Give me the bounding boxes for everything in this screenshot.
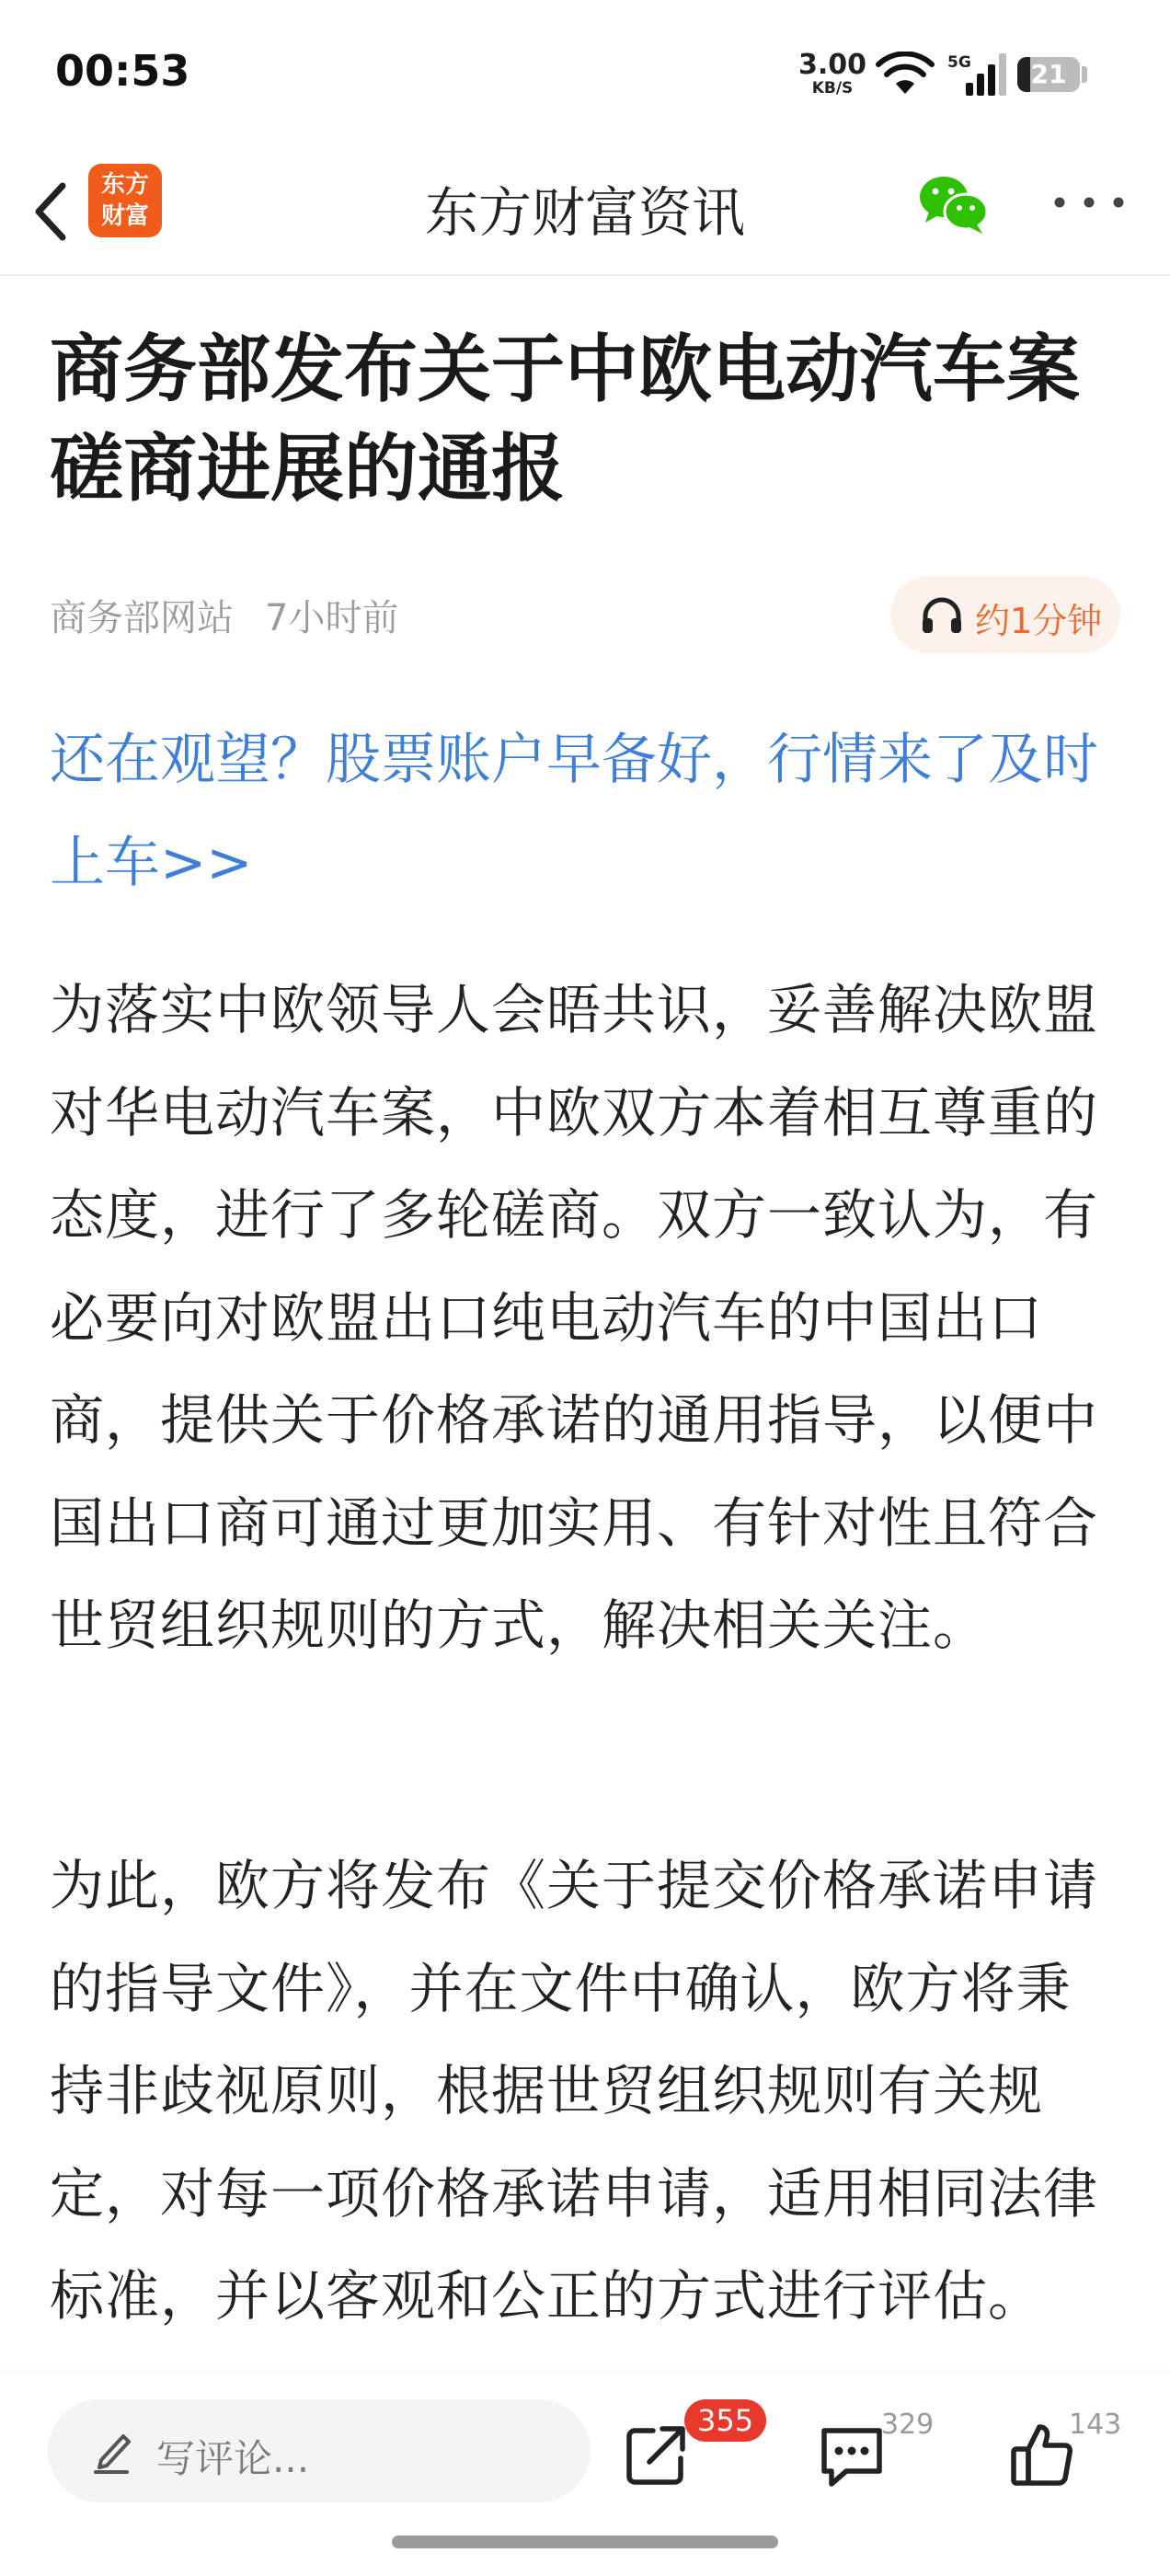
nav-title: 东方财富资讯 xyxy=(424,181,745,244)
network-speed-unit: KB/S xyxy=(811,79,854,98)
comment-count: 329 xyxy=(881,2409,935,2441)
top-nav-bar xyxy=(0,147,1170,276)
like-count: 143 xyxy=(1069,2409,1122,2441)
headphones-icon xyxy=(920,594,964,635)
share-count-badge: 355 xyxy=(684,2399,766,2442)
network-type: 5G xyxy=(947,53,971,72)
listen-audio-button[interactable] xyxy=(890,576,1120,653)
share-icon[interactable] xyxy=(622,2420,692,2490)
battery-level: 21 xyxy=(1030,59,1067,89)
article-meta xyxy=(50,589,398,641)
article-source[interactable]: 商务部网站 xyxy=(50,597,234,639)
bottom-action-bar xyxy=(0,2374,1170,2576)
more-dots-icon[interactable] xyxy=(1049,190,1130,215)
network-speed xyxy=(798,49,867,98)
pencil-icon xyxy=(90,2427,136,2475)
wifi-icon xyxy=(876,52,935,98)
logo-text-line2: 财富 xyxy=(100,202,149,230)
comment-icon[interactable] xyxy=(817,2420,887,2490)
network-speed-value: 3.00 xyxy=(798,49,867,81)
signal-icon xyxy=(964,52,1012,98)
article-paragraph-2: 为此，欧方将发布《关于提交价格承诺申请的指导文件》，并在文件中确认，欧方将秉持非歧视原则，根据世贸组织规则有关规定，对每一项价格承诺申请，适用相同法律标准，并以客观和公正的方式进行评估。 xyxy=(50,1854,1099,2328)
comment-placeholder: 写评论... xyxy=(156,2436,310,2481)
logo-text-line1: 东方 xyxy=(100,171,149,199)
battery-icon xyxy=(1017,57,1080,92)
wechat-icon[interactable] xyxy=(916,171,990,237)
bottom-bar-shadow xyxy=(0,2368,1170,2374)
article-time: 7小时前 xyxy=(265,597,399,639)
status-time: 00:53 xyxy=(55,46,190,96)
thumbs-up-icon[interactable] xyxy=(1008,2420,1078,2490)
status-bar xyxy=(0,0,1170,147)
article-paragraph-1: 为落实中欧领导人会晤共识，妥善解决欧盟对华电动汽车案，中欧双方本着相互尊重的态度，进行了多轮磋商。双方一致认为，有必要向对欧盟出口纯电动汽车的中国出口商，提供关于价格承诺的通用指导，以便中国出口商可通过更加实用、有针对性且符合世贸组织规则的方式，解决相关关注。 xyxy=(50,978,1099,1657)
comment-input[interactable] xyxy=(48,2399,591,2502)
article-headline: 商务部发布关于中欧电动汽车案磋商进展的通报 xyxy=(50,327,1080,512)
audio-duration-label: 约1分钟 xyxy=(975,601,1103,641)
home-indicator[interactable] xyxy=(392,2536,778,2548)
promo-link[interactable]: 还在观望？股票账户早备好，行情来了及时上车>> xyxy=(50,728,1098,895)
battery-tip xyxy=(1082,66,1087,83)
